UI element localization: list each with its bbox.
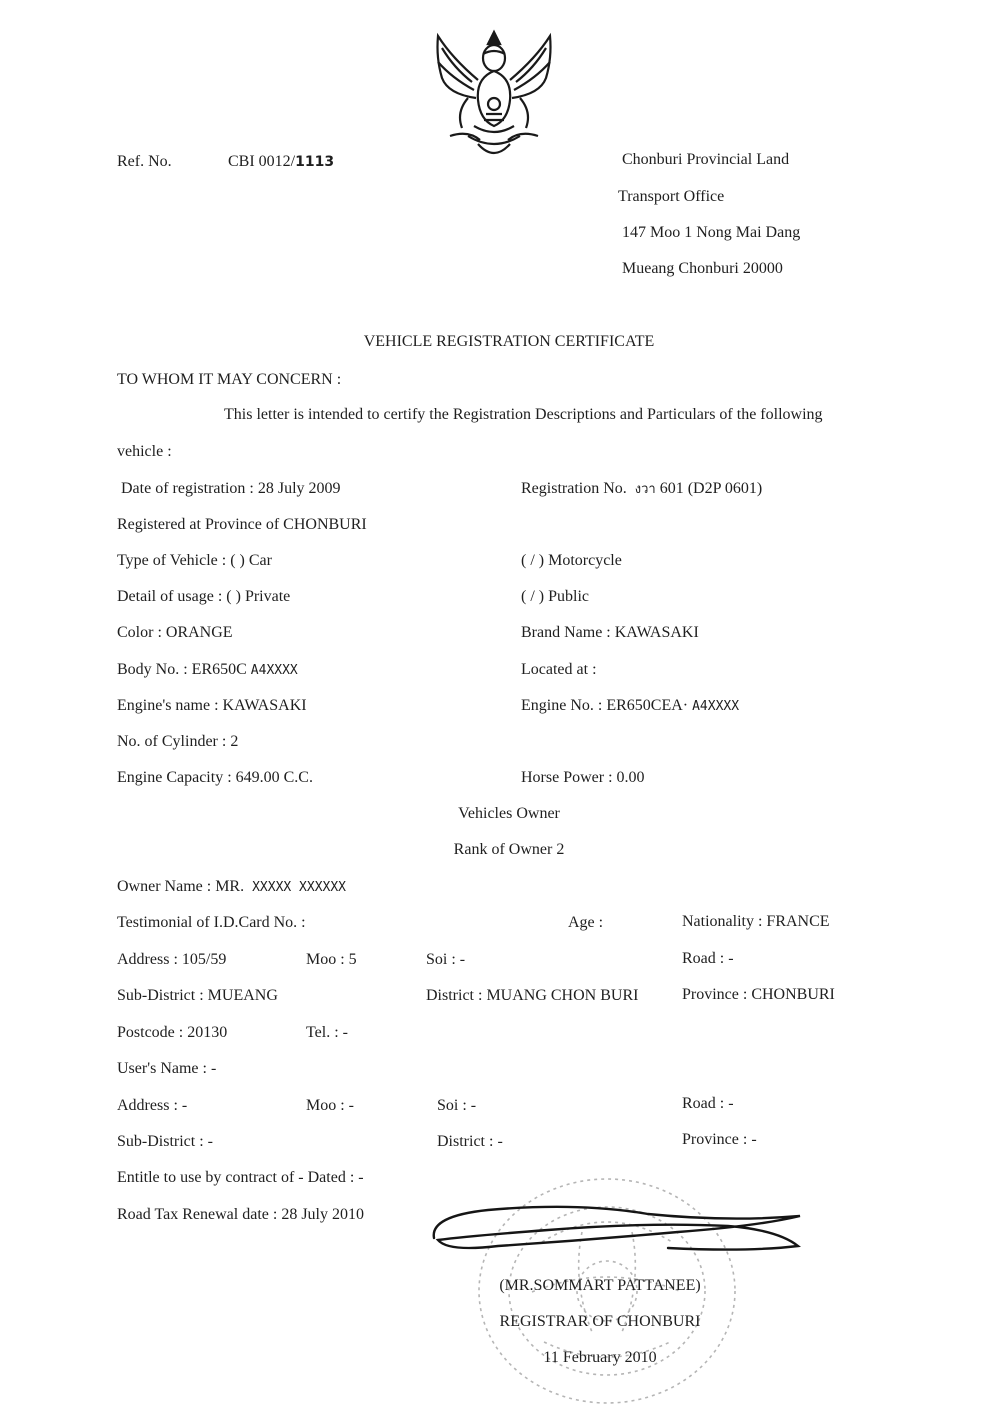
- body-number: [117, 660, 298, 681]
- registration-value: 601 (D2P 0601): [659, 480, 763, 497]
- owner-soi: Soi : -: [426, 951, 466, 968]
- ref-label: Ref. No.: [117, 153, 172, 170]
- user-name: User's Name : -: [117, 1060, 217, 1077]
- user-province: Province : -: [682, 1131, 757, 1148]
- owner-id-card: Testimonial of I.D.Card No. :: [117, 914, 306, 931]
- owner-tel: Tel. : -: [306, 1024, 348, 1041]
- owner-rank: Rank of Owner 2: [453, 841, 565, 858]
- user-soi: Soi : -: [437, 1097, 477, 1114]
- user-address: Address : -: [117, 1097, 188, 1114]
- signatory-date: 11 February 2010: [543, 1349, 657, 1366]
- registration-label: Registration No.: [521, 480, 627, 497]
- registered-province: Registered at Province of CHONBURI: [117, 516, 367, 533]
- engine-capacity: Engine Capacity : 649.00 C.C.: [117, 769, 313, 786]
- registration-number: [521, 479, 762, 500]
- owner-address: Address : 105/59: [117, 951, 227, 968]
- owner-moo: Moo : 5: [306, 951, 357, 968]
- owner-sub-district: Sub-District : MUEANG: [117, 987, 278, 1004]
- owner-nationality: Nationality : FRANCE: [682, 913, 830, 930]
- owner-district: District : MUANG CHON BURI: [426, 987, 639, 1004]
- user-district: District : -: [437, 1133, 503, 1150]
- office-line-4: Mueang Chonburi 20000: [622, 260, 783, 277]
- contract-entitlement: Entitle to use by contract of - Dated : -: [117, 1169, 364, 1186]
- vehicle-color: Color : ORANGE: [117, 624, 233, 641]
- office-line-3: 147 Moo 1 Nong Mai Dang: [622, 224, 801, 241]
- road-tax-renewal: Road Tax Renewal date : 28 July 2010: [117, 1206, 364, 1223]
- engine-number: [521, 696, 739, 717]
- engine-name: Engine's name : KAWASAKI: [117, 697, 307, 714]
- cylinder-count: No. of Cylinder : 2: [117, 733, 239, 750]
- office-line-2: Transport Office: [618, 188, 725, 205]
- located-at: Located at :: [521, 661, 597, 678]
- ref-value: [228, 152, 334, 172]
- user-sub-district: Sub-District : -: [117, 1133, 213, 1150]
- body-number-masked: A4XXXX: [250, 663, 298, 678]
- owner-heading: Vehicles Owner: [458, 805, 560, 822]
- salutation: TO WHOM IT MAY CONCERN :: [117, 371, 342, 388]
- body-number-label: Body No. : ER650C: [117, 661, 247, 678]
- user-road: Road : -: [682, 1095, 734, 1112]
- owner-name-masked: XXXXX XXXXXX: [252, 880, 347, 895]
- intro-line-2: vehicle :: [117, 443, 172, 460]
- brand-name: Brand Name : KAWASAKI: [521, 624, 699, 641]
- horse-power: Horse Power : 0.00: [521, 769, 645, 786]
- usage-public: ( / ) Public: [521, 588, 589, 605]
- office-line-1: Chonburi Provincial Land: [622, 151, 790, 168]
- owner-road: Road : -: [682, 950, 734, 967]
- user-moo: Moo : -: [306, 1097, 354, 1114]
- garuda-emblem-icon: [428, 28, 560, 162]
- ref-number: CBI 0012/: [228, 153, 296, 170]
- intro-line-1: This letter is intended to certify the Registration Descriptions and Particulars of the following: [224, 406, 823, 423]
- owner-name-label: Owner Name : MR.: [117, 878, 245, 895]
- registration-thai: งวา: [634, 482, 656, 497]
- owner-name: [117, 877, 346, 898]
- vehicle-type-motorcycle: ( / ) Motorcycle: [521, 552, 622, 569]
- signatory-title: REGISTRAR OF CHONBURI: [499, 1313, 701, 1330]
- document-title: VEHICLE REGISTRATION CERTIFICATE: [363, 333, 655, 350]
- vehicle-type-car: Type of Vehicle : ( ) Car: [117, 552, 272, 569]
- date-of-registration: Date of registration : 28 July 2009: [121, 480, 341, 497]
- usage-private: Detail of usage : ( ) Private: [117, 588, 291, 605]
- signatory-name: (MR.SOMMART PATTANEE): [499, 1277, 701, 1294]
- engine-number-masked: A4XXXX: [692, 699, 740, 714]
- owner-province: Province : CHONBURI: [682, 986, 835, 1003]
- owner-postcode: Postcode : 20130: [117, 1024, 228, 1041]
- handwritten-signature-icon: [428, 1196, 808, 1262]
- owner-age: Age :: [568, 914, 604, 931]
- ref-handwritten-number: 1113: [295, 154, 335, 170]
- engine-number-label: Engine No. : ER650CEA·: [521, 697, 689, 714]
